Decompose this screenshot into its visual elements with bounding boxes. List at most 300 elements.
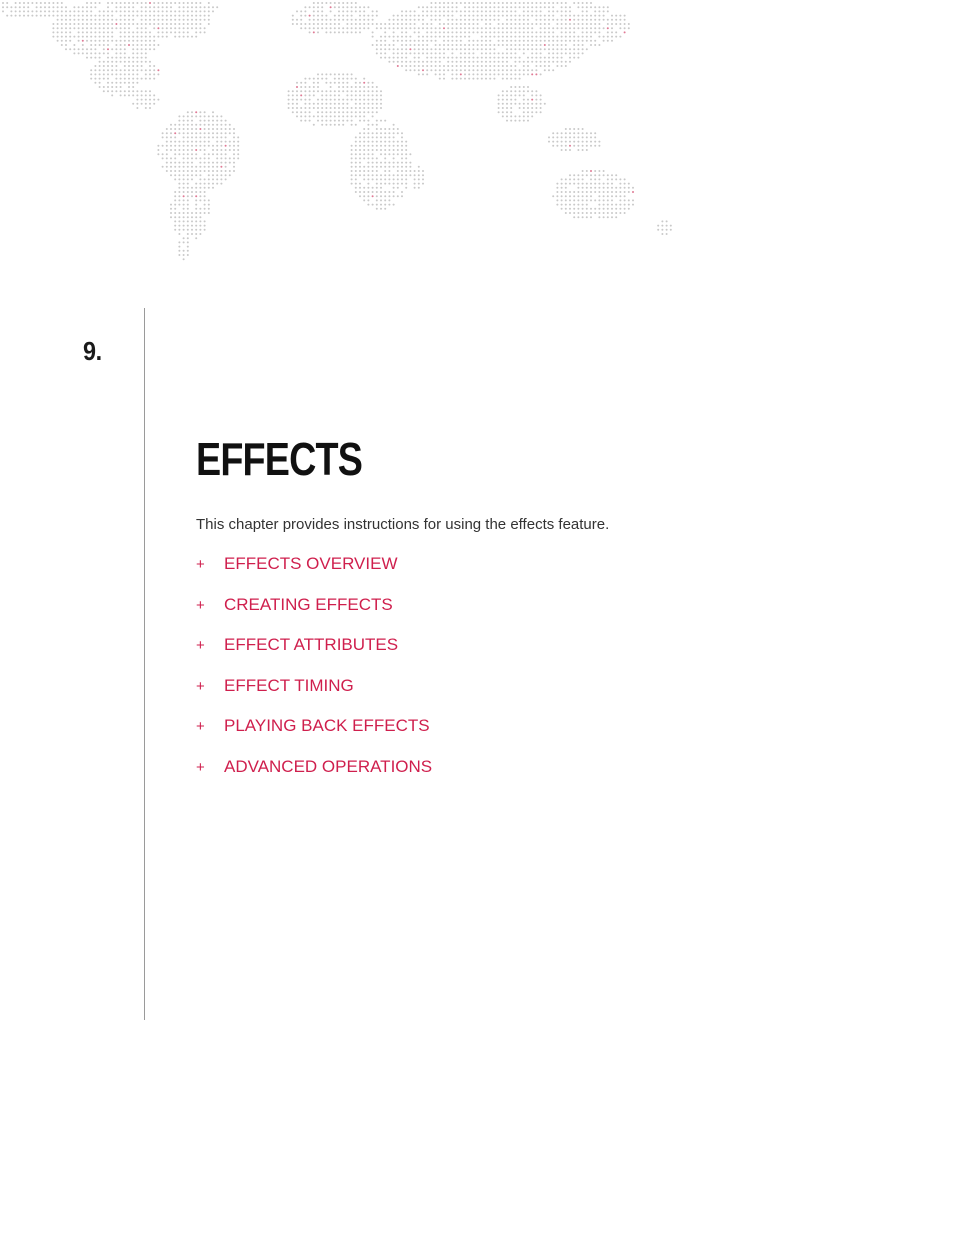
- map-dot: [212, 136, 214, 138]
- map-dot: [325, 94, 327, 96]
- map-dot: [212, 145, 214, 147]
- map-dot: [321, 94, 323, 96]
- map-dot: [531, 73, 533, 75]
- map-dot: [351, 23, 353, 25]
- map-dot: [359, 153, 361, 155]
- map-dot: [590, 132, 592, 134]
- map-dot: [338, 31, 340, 33]
- map-dot: [187, 31, 189, 33]
- map-dot: [111, 31, 113, 33]
- map-dot: [405, 141, 407, 143]
- map-dot: [6, 6, 8, 8]
- map-dot: [468, 36, 470, 38]
- map-dot: [27, 15, 29, 17]
- map-dot: [577, 136, 579, 138]
- map-dot: [220, 124, 222, 126]
- map-dot: [178, 166, 180, 168]
- map-dot: [527, 48, 529, 50]
- map-dot: [120, 44, 122, 46]
- map-dot: [178, 191, 180, 193]
- map-dot: [565, 183, 567, 185]
- map-dot: [565, 136, 567, 138]
- map-dot: [502, 10, 504, 12]
- map-dot: [90, 2, 92, 4]
- map-dot: [510, 2, 512, 4]
- map-dot: [355, 178, 357, 180]
- map-dot: [456, 36, 458, 38]
- map-dot: [355, 170, 357, 172]
- map-dot: [330, 10, 332, 12]
- map-dot: [498, 65, 500, 67]
- map-dot: [552, 145, 554, 147]
- map-dot: [552, 44, 554, 46]
- map-dot: [204, 141, 206, 143]
- map-dot: [464, 23, 466, 25]
- map-dot: [384, 128, 386, 130]
- map-dot: [481, 6, 483, 8]
- map-dot: [321, 2, 323, 4]
- map-dot: [229, 162, 231, 164]
- map-dot: [485, 15, 487, 17]
- map-dot: [485, 73, 487, 75]
- map-dot: [485, 19, 487, 21]
- map-dot: [607, 199, 609, 201]
- map-dot: [120, 48, 122, 50]
- map-dot: [506, 31, 508, 33]
- map-dot: [195, 15, 197, 17]
- map-dot: [124, 19, 126, 21]
- map-dot: [183, 162, 185, 164]
- map-dot: [401, 52, 403, 54]
- map-dot: [376, 187, 378, 189]
- map-dot: [99, 40, 101, 42]
- map-dot: [216, 124, 218, 126]
- map-dot: [359, 107, 361, 109]
- map-dot: [342, 90, 344, 92]
- map-dot: [216, 166, 218, 168]
- map-dot: [598, 191, 600, 193]
- map-dot: [183, 187, 185, 189]
- map-dot: [582, 52, 584, 54]
- map-dot: [132, 73, 134, 75]
- map-dot: [426, 69, 428, 71]
- map-dot: [216, 6, 218, 8]
- map-dot: [338, 6, 340, 8]
- map-dot: [577, 212, 579, 214]
- map-dot: [573, 36, 575, 38]
- map-dot: [212, 10, 214, 12]
- map-dot: [422, 73, 424, 75]
- map-dot: [531, 69, 533, 71]
- toc-link-effects-overview[interactable]: EFFECTS OVERVIEW: [224, 554, 398, 573]
- map-dot: [577, 44, 579, 46]
- map-dot: [380, 199, 382, 201]
- map-dot: [611, 212, 613, 214]
- map-dot: [178, 124, 180, 126]
- map-dot: [57, 31, 59, 33]
- map-dot: [519, 23, 521, 25]
- map-dot: [220, 157, 222, 159]
- map-dot: [330, 2, 332, 4]
- map-dot: [514, 40, 516, 42]
- map-dot: [351, 10, 353, 12]
- map-dot: [330, 6, 332, 8]
- map-dot: [573, 19, 575, 21]
- map-dot: [372, 103, 374, 105]
- map-dot: [611, 178, 613, 180]
- map-dot: [460, 15, 462, 17]
- map-dot: [460, 48, 462, 50]
- map-dot: [380, 178, 382, 180]
- chapter-title: EFFECTS: [196, 433, 363, 485]
- map-dot: [103, 44, 105, 46]
- map-dot: [325, 115, 327, 117]
- map-dot: [288, 99, 290, 101]
- map-dot: [380, 103, 382, 105]
- map-dot: [468, 65, 470, 67]
- map-dot: [544, 69, 546, 71]
- map-dot: [296, 103, 298, 105]
- map-dot: [552, 40, 554, 42]
- map-dot: [346, 115, 348, 117]
- map-dot: [183, 225, 185, 227]
- map-dot: [120, 86, 122, 88]
- map-dot: [351, 149, 353, 151]
- map-dot: [414, 170, 416, 172]
- map-dot: [99, 10, 101, 12]
- map-dot: [569, 36, 571, 38]
- map-dot: [367, 153, 369, 155]
- map-dot: [577, 27, 579, 29]
- map-dot: [187, 178, 189, 180]
- map-dot: [204, 229, 206, 231]
- map-dot: [153, 23, 155, 25]
- map-dot: [363, 86, 365, 88]
- map-dot: [388, 204, 390, 206]
- map-dot: [397, 178, 399, 180]
- map-dot: [69, 15, 71, 17]
- map-dot: [510, 99, 512, 101]
- map-dot: [372, 187, 374, 189]
- map-dot: [99, 23, 101, 25]
- map-dot: [99, 19, 101, 21]
- map-dot: [561, 44, 563, 46]
- map-dot: [468, 52, 470, 54]
- map-dot: [615, 195, 617, 197]
- map-dot: [355, 141, 357, 143]
- map-dot: [523, 31, 525, 33]
- map-dot: [170, 132, 172, 134]
- map-dot: [229, 157, 231, 159]
- map-dot: [468, 48, 470, 50]
- map-dot: [351, 145, 353, 147]
- map-dot: [82, 36, 84, 38]
- map-dot: [313, 2, 315, 4]
- map-dot: [598, 36, 600, 38]
- map-dot: [220, 183, 222, 185]
- map-dot: [615, 204, 617, 206]
- map-dot: [128, 57, 130, 59]
- map-dot: [376, 124, 378, 126]
- map-dot: [321, 120, 323, 122]
- map-dot: [355, 149, 357, 151]
- map-dot: [128, 94, 130, 96]
- map-dot: [107, 78, 109, 80]
- map-dot: [439, 36, 441, 38]
- map-dot: [397, 149, 399, 151]
- map-dot: [598, 44, 600, 46]
- map-dot: [405, 170, 407, 172]
- map-dot: [523, 2, 525, 4]
- map-dot: [187, 149, 189, 151]
- map-dot: [523, 65, 525, 67]
- map-dot: [502, 90, 504, 92]
- map-dot: [565, 31, 567, 33]
- map-dot: [330, 19, 332, 21]
- map-dot: [594, 40, 596, 42]
- map-dot: [514, 65, 516, 67]
- map-dot: [561, 145, 563, 147]
- map-dot: [355, 107, 357, 109]
- map-dot: [187, 174, 189, 176]
- map-dot: [565, 6, 567, 8]
- map-dot: [174, 2, 176, 4]
- map-dot: [120, 90, 122, 92]
- map-dot: [376, 86, 378, 88]
- toc-link-effect-timing[interactable]: EFFECT TIMING: [224, 675, 354, 695]
- map-dot: [619, 36, 621, 38]
- map-dot: [569, 136, 571, 138]
- toc-link-advanced-operations[interactable]: ADVANCED OPERATIONS: [224, 756, 433, 776]
- map-dot: [103, 86, 105, 88]
- map-dot: [384, 136, 386, 138]
- map-dot: [111, 19, 113, 21]
- map-dot: [577, 6, 579, 8]
- map-dot: [367, 183, 369, 185]
- map-dot: [451, 15, 453, 17]
- map-dot: [342, 124, 344, 126]
- map-dot: [430, 65, 432, 67]
- map-dot: [103, 61, 105, 63]
- map-dot: [355, 23, 357, 25]
- map-dot: [187, 23, 189, 25]
- map-dot: [477, 65, 479, 67]
- map-dot: [313, 23, 315, 25]
- map-dot: [577, 204, 579, 206]
- map-dot: [162, 27, 164, 29]
- map-dot: [506, 107, 508, 109]
- toc-link-playing-back-effects[interactable]: PLAYING BACK EFFECTS: [224, 716, 430, 736]
- map-dot: [355, 145, 357, 147]
- map-dot: [582, 199, 584, 201]
- map-dot: [405, 27, 407, 29]
- map-dot: [548, 6, 550, 8]
- map-dot: [569, 57, 571, 59]
- map-dot: [199, 220, 201, 222]
- map-dot: [611, 31, 613, 33]
- map-dot: [582, 216, 584, 218]
- map-dot: [586, 48, 588, 50]
- map-dot: [136, 40, 138, 42]
- map-dot: [166, 23, 168, 25]
- map-dot: [199, 162, 201, 164]
- map-dot: [384, 48, 386, 50]
- map-dot: [472, 2, 474, 4]
- toc-bullet: +: [196, 556, 205, 573]
- map-dot: [380, 183, 382, 185]
- map-dot: [615, 19, 617, 21]
- map-dot: [325, 15, 327, 17]
- map-dot: [124, 78, 126, 80]
- map-dot: [456, 78, 458, 80]
- map-dot: [363, 128, 365, 130]
- map-dot: [544, 40, 546, 42]
- map-dot: [103, 31, 105, 33]
- map-dot: [321, 107, 323, 109]
- map-dot: [141, 48, 143, 50]
- map-dot: [99, 86, 101, 88]
- map-dot: [174, 229, 176, 231]
- map-dot: [44, 2, 46, 4]
- map-dot: [590, 191, 592, 193]
- map-dot: [212, 187, 214, 189]
- map-dot: [225, 120, 227, 122]
- map-dot: [548, 2, 550, 4]
- map-dot: [170, 124, 172, 126]
- map-dot: [351, 27, 353, 29]
- map-dot: [561, 15, 563, 17]
- map-dot: [216, 132, 218, 134]
- map-dot: [603, 199, 605, 201]
- map-dot: [506, 6, 508, 8]
- map-dot: [384, 166, 386, 168]
- map-dot: [531, 52, 533, 54]
- map-dot: [220, 145, 222, 147]
- map-dot: [372, 191, 374, 193]
- map-dot: [183, 36, 185, 38]
- map-dot: [460, 61, 462, 63]
- map-dot: [145, 48, 147, 50]
- map-dot: [212, 170, 214, 172]
- map-dot: [485, 31, 487, 33]
- map-dot: [183, 254, 185, 256]
- toc-link-creating-effects[interactable]: CREATING EFFECTS: [224, 594, 393, 614]
- map-dot: [36, 15, 38, 17]
- map-dot: [367, 132, 369, 134]
- map-dot: [292, 94, 294, 96]
- map-dot: [132, 36, 134, 38]
- map-dot: [136, 61, 138, 63]
- map-dot: [111, 94, 113, 96]
- map-dot: [527, 31, 529, 33]
- map-dot: [330, 124, 332, 126]
- map-dot: [82, 40, 84, 42]
- map-dot: [225, 166, 227, 168]
- map-dot: [590, 23, 592, 25]
- map-dot: [422, 61, 424, 63]
- map-dot: [208, 187, 210, 189]
- map-dot: [380, 27, 382, 29]
- map-dot: [355, 174, 357, 176]
- map-dot: [510, 31, 512, 33]
- map-dot: [178, 115, 180, 117]
- map-dot: [611, 208, 613, 210]
- map-dot: [619, 208, 621, 210]
- map-dot: [178, 250, 180, 252]
- map-dot: [170, 128, 172, 130]
- map-dot: [506, 90, 508, 92]
- map-dot: [439, 6, 441, 8]
- map-dot: [527, 103, 529, 105]
- map-dot: [552, 195, 554, 197]
- map-dot: [199, 145, 201, 147]
- map-dot: [531, 99, 533, 101]
- map-dot: [359, 19, 361, 21]
- map-dot: [153, 40, 155, 42]
- map-dot: [409, 162, 411, 164]
- map-dot: [510, 73, 512, 75]
- map-dot: [153, 78, 155, 80]
- map-dot: [187, 124, 189, 126]
- map-dot: [619, 204, 621, 206]
- map-dot: [561, 149, 563, 151]
- map-dot: [166, 27, 168, 29]
- map-dot: [577, 132, 579, 134]
- map-dot: [573, 199, 575, 201]
- map-dot: [594, 187, 596, 189]
- map-dot: [422, 19, 424, 21]
- map-dot: [304, 115, 306, 117]
- map-dot: [166, 157, 168, 159]
- map-dot: [86, 23, 88, 25]
- map-dot: [346, 31, 348, 33]
- map-dot: [485, 40, 487, 42]
- map-dot: [619, 19, 621, 21]
- map-dot: [170, 136, 172, 138]
- map-dot: [367, 166, 369, 168]
- map-dot: [376, 107, 378, 109]
- map-dot: [594, 44, 596, 46]
- map-dot: [582, 170, 584, 172]
- map-dot: [393, 191, 395, 193]
- map-dot: [586, 216, 588, 218]
- map-dot: [304, 27, 306, 29]
- map-dot: [502, 111, 504, 113]
- map-dot: [376, 44, 378, 46]
- map-dot: [594, 212, 596, 214]
- toc-item: [196, 676, 432, 717]
- map-dot: [355, 2, 357, 4]
- map-dot: [309, 19, 311, 21]
- map-dot: [321, 27, 323, 29]
- toc-link-effect-attributes[interactable]: EFFECT ATTRIBUTES: [224, 635, 399, 655]
- map-dot: [405, 36, 407, 38]
- map-dot: [183, 199, 185, 201]
- map-dot: [388, 149, 390, 151]
- map-dot: [178, 19, 180, 21]
- map-dot: [527, 90, 529, 92]
- map-dot: [359, 23, 361, 25]
- map-dot: [187, 216, 189, 218]
- map-dot: [573, 31, 575, 33]
- map-dot: [296, 90, 298, 92]
- map-dot: [582, 178, 584, 180]
- map-dot: [317, 120, 319, 122]
- map-dot: [485, 2, 487, 4]
- map-dot: [304, 23, 306, 25]
- map-dot: [607, 208, 609, 210]
- map-dot: [321, 10, 323, 12]
